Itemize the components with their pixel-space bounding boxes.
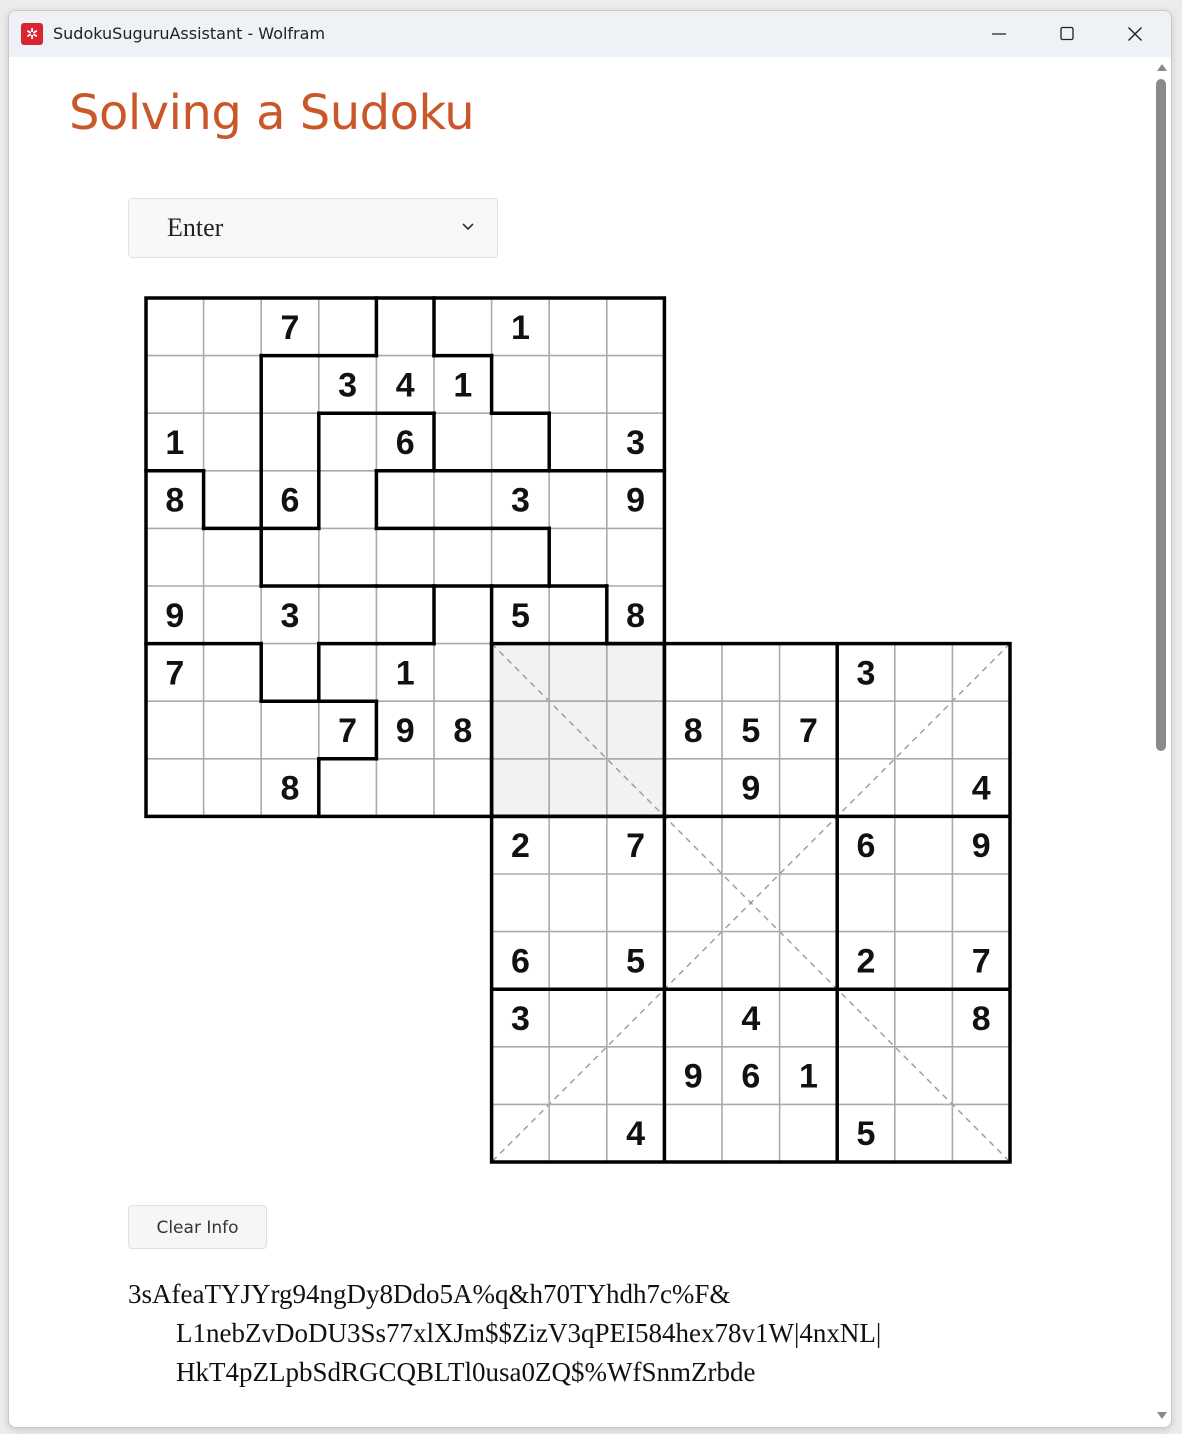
cell-digit: 1 <box>395 654 415 693</box>
cell-digit: 8 <box>683 712 703 750</box>
code-output <box>128 1275 1028 1392</box>
cell-digit: 6 <box>741 1057 761 1096</box>
cell-digit: 6 <box>280 481 300 520</box>
cell-digit: 3 <box>856 654 876 693</box>
code-line: L1nebZvDoDU3Ss77xlXJm$$ZizV3qPEI584hex78v1W|4nxNL| <box>176 1318 882 1348</box>
cell-digit: 3 <box>510 481 530 520</box>
cell-digit: 3 <box>626 424 646 462</box>
cell-digit: 6 <box>510 942 530 981</box>
scroll-up-arrow-icon[interactable] <box>1156 63 1168 73</box>
code-line: HkT4pZLpbSdRGCQBLTl0usa0ZQ$%WfSnmZrbde <box>176 1357 756 1387</box>
cell-digit: 3 <box>280 596 300 635</box>
cell-digit: 4 <box>741 1000 761 1038</box>
cell-digit: 7 <box>971 942 991 981</box>
cell-digit: 7 <box>280 308 300 347</box>
cell-digit: 7 <box>626 827 646 866</box>
cell-digit: 6 <box>856 827 876 866</box>
cell-digit: 5 <box>856 1115 876 1154</box>
cell-digit: 5 <box>510 596 530 635</box>
wolfram-icon: ✲ <box>21 23 43 45</box>
cell-digit: 4 <box>971 769 991 808</box>
cell-digit: 9 <box>683 1057 703 1096</box>
cell-digit: 4 <box>626 1115 646 1154</box>
cell-digit: 8 <box>971 1000 991 1038</box>
cell-digit: 9 <box>165 596 185 635</box>
cell-digit: 8 <box>626 596 646 635</box>
code-line: 3sAfeaTYJYrg94ngDy8Ddo5A%q&h70TYhdh7c%F& <box>128 1279 731 1309</box>
cell-digit: 9 <box>741 769 761 808</box>
cell-digit: 1 <box>453 366 473 405</box>
cell-digit: 5 <box>626 942 646 981</box>
clear-info-button[interactable]: Clear Info <box>128 1205 267 1249</box>
cell-digit: 1 <box>165 424 185 462</box>
cell-digit: 2 <box>510 827 530 866</box>
cell-digit: 4 <box>395 366 415 405</box>
page-title: Solving a Sudoku <box>69 85 475 141</box>
cell-digit: 9 <box>971 827 991 866</box>
cell-digit: 1 <box>510 308 530 347</box>
sudoku-board[interactable] <box>9 11 1171 1191</box>
cell-digit: 7 <box>798 712 818 750</box>
cell-digit: 8 <box>280 769 300 808</box>
cell-digit: 3 <box>338 366 358 405</box>
cell-digit: 2 <box>856 942 876 981</box>
cell-digit: 8 <box>165 481 185 520</box>
cell-digit: 5 <box>741 712 761 750</box>
cell-digit: 9 <box>626 481 646 520</box>
cell-digit: 8 <box>453 712 473 750</box>
cell-digit: 7 <box>338 712 358 750</box>
app-window <box>8 10 1172 1428</box>
mode-dropdown-value: Enter <box>167 213 224 242</box>
cell-digit: 9 <box>395 712 415 750</box>
cell-digit: 1 <box>798 1057 818 1096</box>
scrollbar-thumb[interactable] <box>1156 79 1166 751</box>
window-title: SudokuSuguruAssistant - Wolfram <box>53 24 326 43</box>
scroll-down-arrow-icon[interactable] <box>1156 1411 1168 1421</box>
cell-digit: 3 <box>510 1000 530 1038</box>
cell-digit: 7 <box>165 654 185 693</box>
cell-digit: 6 <box>395 424 415 462</box>
